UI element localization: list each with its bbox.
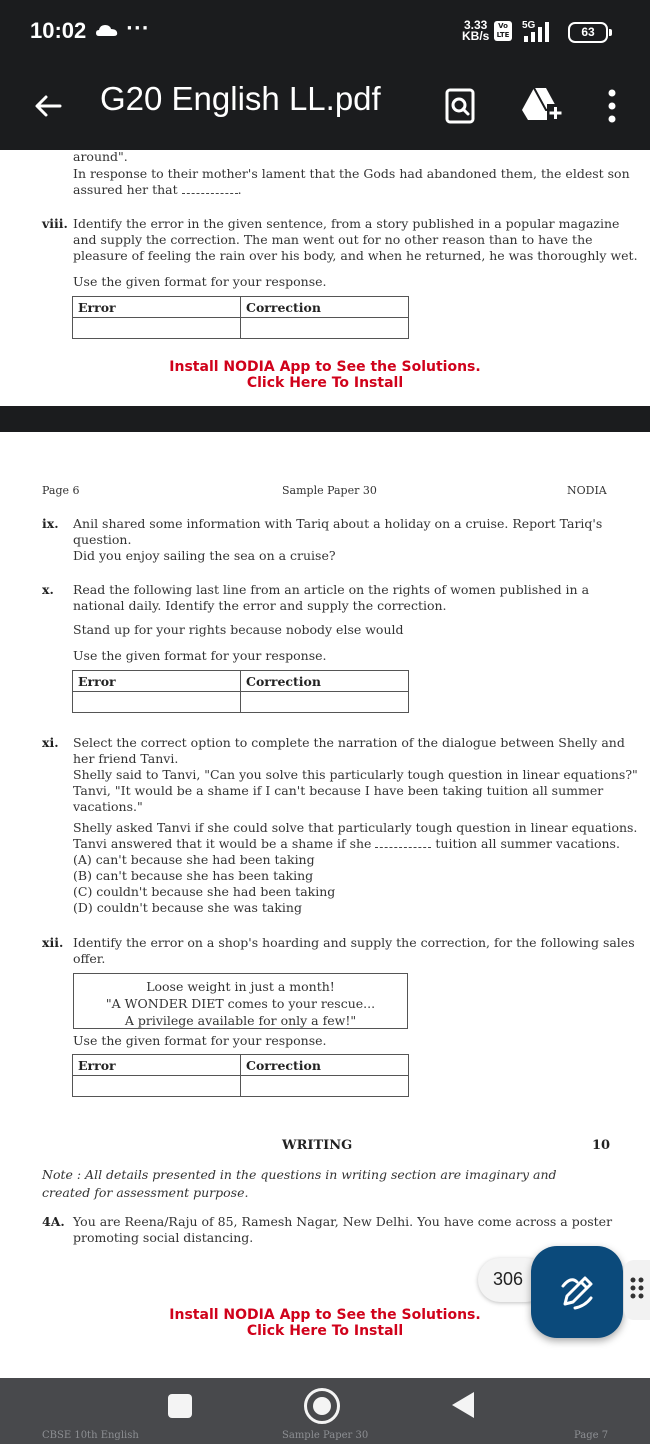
table-cell: [73, 692, 241, 713]
question-number: x.: [42, 582, 54, 597]
answer-blank: [182, 184, 238, 194]
text-line: offer.: [73, 951, 106, 966]
back-arrow-icon[interactable]: [26, 84, 70, 128]
response-format-table: [72, 296, 409, 339]
pdf-page-5: [0, 150, 650, 406]
question-number: 4A.: [42, 1214, 65, 1229]
status-more-dots: ···: [126, 18, 150, 39]
table-cell: [73, 318, 241, 339]
table-cell: [241, 318, 409, 339]
status-bar: [0, 0, 650, 62]
note-line: created for assessment purpose.: [42, 1185, 249, 1200]
text-fragment: tuition all summer vacations.: [435, 836, 620, 851]
search-document-icon[interactable]: [440, 86, 480, 126]
table-header-error: Error: [73, 297, 241, 318]
table-header-correction: Correction: [241, 297, 409, 318]
volte-icon: Vo LTE: [494, 21, 512, 41]
hoarding-line: A privilege available for only a few!": [124, 1013, 357, 1028]
text-line: You are Reena/Raju of 85, Ramesh Nagar, New Delhi. You have come across a poster: [73, 1214, 613, 1229]
text-fragment: .: [237, 182, 242, 197]
page-header-left: Page 6: [42, 484, 80, 497]
install-app-promo[interactable]: [0, 359, 650, 391]
text-line: national daily. Identify the error and supply the correction.: [73, 598, 447, 613]
system-nav-bar: [0, 1378, 650, 1444]
recent-apps-icon[interactable]: [168, 1394, 192, 1418]
footer-left: CBSE 10th English: [42, 1430, 139, 1441]
footer-right: Page 7: [574, 1430, 609, 1441]
text-line: In response to their mother's lament that the Gods had abandoned them, the eldest son: [73, 166, 630, 181]
table-header-error: Error: [73, 671, 241, 692]
response-format-table: [72, 1054, 409, 1097]
text-line: around".: [73, 149, 128, 164]
home-icon[interactable]: [304, 1388, 340, 1424]
text-line: Stand up for your rights because nobody else would: [73, 622, 404, 637]
text-line: Did you enjoy sailing the sea on a cruise?: [73, 548, 336, 563]
response-format-table: [72, 670, 409, 713]
text-line: Anil shared some information with Tariq about a holiday on a cruise. Report Tariq's: [73, 516, 603, 531]
promo-link[interactable]: Click Here To Install: [246, 375, 404, 391]
text-line: Use the given format for your response.: [73, 274, 327, 289]
page-number-indicator: 306: [478, 1258, 548, 1302]
page-gap: [0, 406, 650, 432]
hoarding-line: "A WONDER DIET comes to your rescue...: [105, 996, 376, 1011]
text-line: Use the given format for your response.: [73, 1033, 327, 1048]
section-title: WRITING: [282, 1138, 353, 1153]
text-line: question.: [73, 532, 132, 547]
promo-link[interactable]: Click Here To Install: [246, 1323, 404, 1339]
option-a: (A) can't because she had been taking: [73, 852, 315, 867]
text-line: [73, 836, 620, 852]
option-d: (D) couldn't because she was taking: [73, 900, 302, 915]
document-title: G20 English LL.pdf: [100, 80, 381, 117]
page-header-right: NODIA: [567, 484, 607, 497]
network-speed-unit: KB/s: [462, 29, 490, 43]
question-number: ix.: [42, 516, 59, 531]
text-line: Read the following last line from an article on the rights of women published in a: [73, 582, 590, 597]
drive-add-icon[interactable]: [520, 84, 564, 124]
text-line: Shelly asked Tanvi if she could solve that particularly tough question in linear equations.: [73, 820, 638, 835]
more-vert-icon[interactable]: [600, 84, 624, 128]
table-header-error: Error: [73, 1055, 241, 1076]
text-line: her friend Tanvi.: [73, 751, 179, 766]
text-line: Select the correct option to complete the narration of the dialogue between Shelly and: [73, 735, 625, 750]
text-line: Use the given format for your response.: [73, 648, 327, 663]
cloud-icon: [96, 24, 118, 36]
table-cell: [73, 1076, 241, 1097]
text-line: Tanvi, "It would be a shame if I can't because I have been taking tuition all summer: [73, 783, 604, 798]
pdf-page-6: [0, 432, 650, 1378]
text-line: Shelly said to Tanvi, "Can you solve this particularly tough question in linear equations?": [73, 767, 638, 782]
page-header-center: Sample Paper 30: [282, 484, 377, 497]
text-fragment: Tanvi answered that it would be a shame if she: [73, 836, 372, 851]
question-number: viii.: [42, 216, 68, 231]
network-speed-value: 3.33: [463, 18, 488, 32]
nav-back-icon[interactable]: [452, 1392, 474, 1418]
table-header-correction: Correction: [241, 671, 409, 692]
side-panel-handle[interactable]: [624, 1260, 650, 1320]
network-speed: [462, 20, 489, 42]
status-time: 10:02: [30, 18, 87, 43]
table-cell: [241, 692, 409, 713]
section-marks: 10: [592, 1138, 611, 1153]
text-line: promoting social distancing.: [73, 1230, 254, 1245]
question-number: xii.: [42, 935, 64, 950]
text-line: Identify the error in the given sentence, from a story published in a popular magazine: [73, 216, 620, 231]
option-c: (C) couldn't because she had been taking: [73, 884, 336, 899]
battery-icon: 63: [568, 22, 608, 43]
shop-hoarding-box: [73, 973, 408, 1029]
answer-blank: [375, 838, 431, 848]
app-bar: [0, 62, 650, 150]
footer-center: Sample Paper 30: [282, 1430, 369, 1441]
text-line: vacations.": [73, 799, 143, 814]
text-line: [73, 182, 242, 198]
text-line: and supply the correction. The man went out for no other reason than to have the: [73, 232, 593, 247]
promo-line[interactable]: Install NODIA App to See the Solutions.: [169, 1307, 481, 1323]
svg-text:5G: 5G: [522, 20, 536, 31]
question-number: xi.: [42, 735, 59, 750]
signal-icon: [520, 18, 562, 44]
note-line: Note : All details presented in the questions in writing section are imaginary and: [42, 1167, 557, 1182]
promo-line[interactable]: Install NODIA App to See the Solutions.: [169, 359, 481, 375]
table-header-correction: Correction: [241, 1055, 409, 1076]
table-cell: [241, 1076, 409, 1097]
hoarding-line: Loose weight in just a month!: [146, 979, 335, 994]
text-line: pleasure of feeling the rain over his body, and when he returned, he was thoroughly wet.: [73, 248, 638, 263]
edit-pen-icon: [531, 1246, 623, 1338]
option-b: (B) can't because she has been taking: [73, 868, 314, 883]
text-fragment: assured her that: [73, 182, 178, 197]
drag-handle-icon: [624, 1260, 650, 1320]
edit-fab-button[interactable]: [531, 1246, 623, 1338]
text-line: Identify the error on a shop's hoarding and supply the correction, for the following sales: [73, 935, 635, 950]
